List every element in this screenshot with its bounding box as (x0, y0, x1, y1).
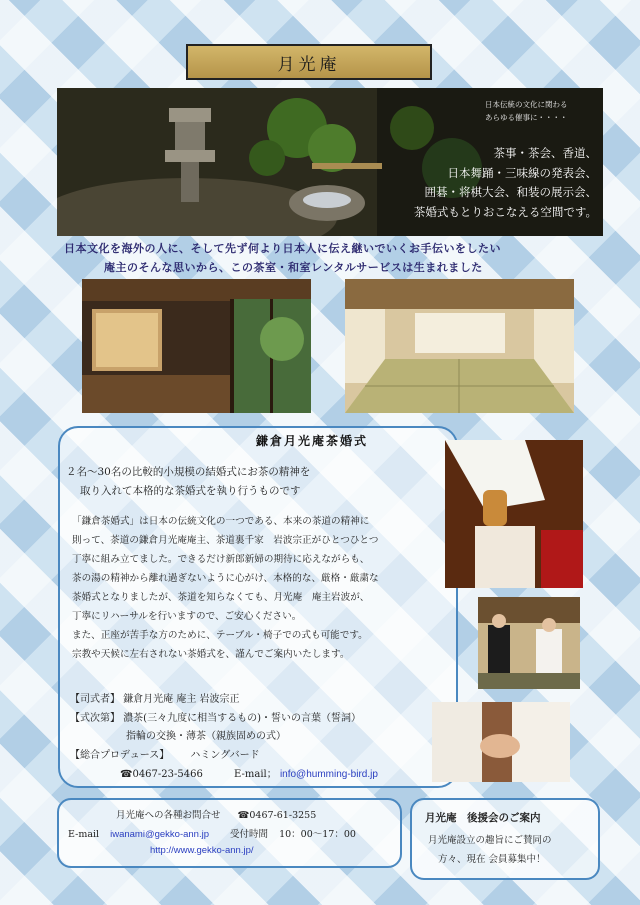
producer-tel: ☎0467-23-5466 (120, 769, 203, 780)
ceremony-photo-1 (445, 440, 583, 588)
ceremony-photo-3 (432, 702, 570, 782)
tea-cup-illustration (445, 440, 583, 588)
support-line-2: 方々、現在 会員募集中！ (438, 854, 546, 865)
contact-hours-label: 受付時間 (230, 829, 269, 840)
hero-line-2: 日本舞踊・三味線の発表会、 (447, 165, 597, 180)
support-line-1: 月光庵設立の趣旨にご賛同の (428, 835, 552, 846)
exchange-illustration (432, 702, 570, 782)
tearoom-photo (82, 279, 311, 413)
program-value-1: 濃茶(三々九度に相当するもの)・誓いの言葉（誓詞） (123, 713, 361, 724)
ceremony-lead-2: 取り入れて本格的な茶婚式を執り行うものです (80, 485, 301, 497)
ceremony-photo-2 (478, 597, 580, 689)
couple-illustration (478, 597, 580, 689)
ceremony-body-line: また、正座が苦手な方のために、テーブル・椅子での式も可能です。 (72, 630, 368, 641)
hero-line-4: 茶婚式もとりおこなえる空間です。 (413, 204, 597, 219)
ceremony-body (72, 515, 379, 661)
ceremony-body-line: 茶の湯の精神から離れ過ぎないように心がけ、本格的な、厳格・厳粛な (72, 573, 379, 584)
program-label: 【式次第】 (70, 713, 120, 724)
contact-row-2 (68, 826, 356, 840)
program-row (70, 709, 361, 724)
tatami-room-photo (345, 279, 574, 413)
ceremony-body-line: 丁寧に組み立てました。できるだけ新郎新婦の期待に応えながらも、 (72, 554, 370, 565)
producer-email-label: E-mail； (234, 769, 277, 780)
website-link[interactable]: http://www.gekko-ann.jp/ (150, 845, 254, 856)
producer-email-link[interactable]: info@humming-bird.jp (279, 769, 378, 780)
ceremony-body-line: 丁寧にリハーサルを行いますので、ご安心ください。 (72, 611, 302, 622)
officiant-row (70, 690, 240, 705)
contact-tel: ☎0467-61-3255 (237, 810, 317, 821)
contact-heading: 月光庵への各種お問合せ (116, 810, 221, 821)
hero-garden-photo (57, 88, 603, 236)
page-title: 月光庵 (186, 44, 432, 80)
hero-note-line2: あらゆる催事に・・・・ (485, 113, 568, 122)
support-title: 月光庵 後援会のご案内 (425, 812, 541, 824)
producer-contact-row (120, 765, 378, 780)
hero-line-3: 囲碁・将棋大会、和装の展示会、 (424, 185, 597, 199)
program-value-2: 指輪の交換・薄茶（親族固めの式） (126, 731, 286, 742)
ceremony-body-line: 「鎌倉茶婚式」は日本の伝統文化の一つである、本来の茶道の精神に (72, 516, 370, 527)
contact-row-1 (116, 807, 316, 821)
producer-value: ハミングバード (190, 750, 260, 761)
tatami-illustration (345, 279, 574, 413)
producer-label: 【総合プロデュース】 (70, 750, 170, 761)
hero-line-1: 茶事・茶会、香道、 (493, 146, 597, 160)
tearoom-illustration (82, 279, 311, 413)
officiant-label: 【司式者】 (70, 694, 120, 705)
hero-note-line1: 日本伝統の文化に関わる (485, 100, 568, 109)
contact-email-label: E-mail (68, 829, 100, 840)
officiant-value: 鎌倉月光庵 庵主 岩波宗正 (123, 694, 240, 705)
ceremony-lead-1: ２名～30名の比較的小規模の結婚式にお茶の精神を (66, 466, 311, 478)
intro-line-2: 庵主のそんな思いから、この茶室・和室レンタルサービスは生まれました (104, 261, 483, 274)
ceremony-body-line: 宗教や天候に左右されない茶婚式を、謹んでご案内いたします。 (72, 649, 350, 660)
ceremony-title: 鎌倉月光庵茶婚式 (256, 434, 369, 448)
producer-row (70, 746, 260, 761)
contact-hours-value: 10：00～17：00 (279, 829, 356, 840)
ceremony-body-line: 茶婚式となりましたが、茶道を知らなくても、月光庵 庵主岩波が、 (72, 592, 370, 603)
ceremony-body-line: 則って、茶道の鎌倉月光庵庵主、茶道裏千家 岩波宗正がひとつひとつ (72, 535, 379, 546)
intro-line-1: 日本文化を海外の人に、そして先ず何より日本人に伝え継いでいくお手伝いをしたい (64, 242, 501, 255)
contact-email-link[interactable]: iwanami@gekko-ann.jp (110, 829, 209, 840)
